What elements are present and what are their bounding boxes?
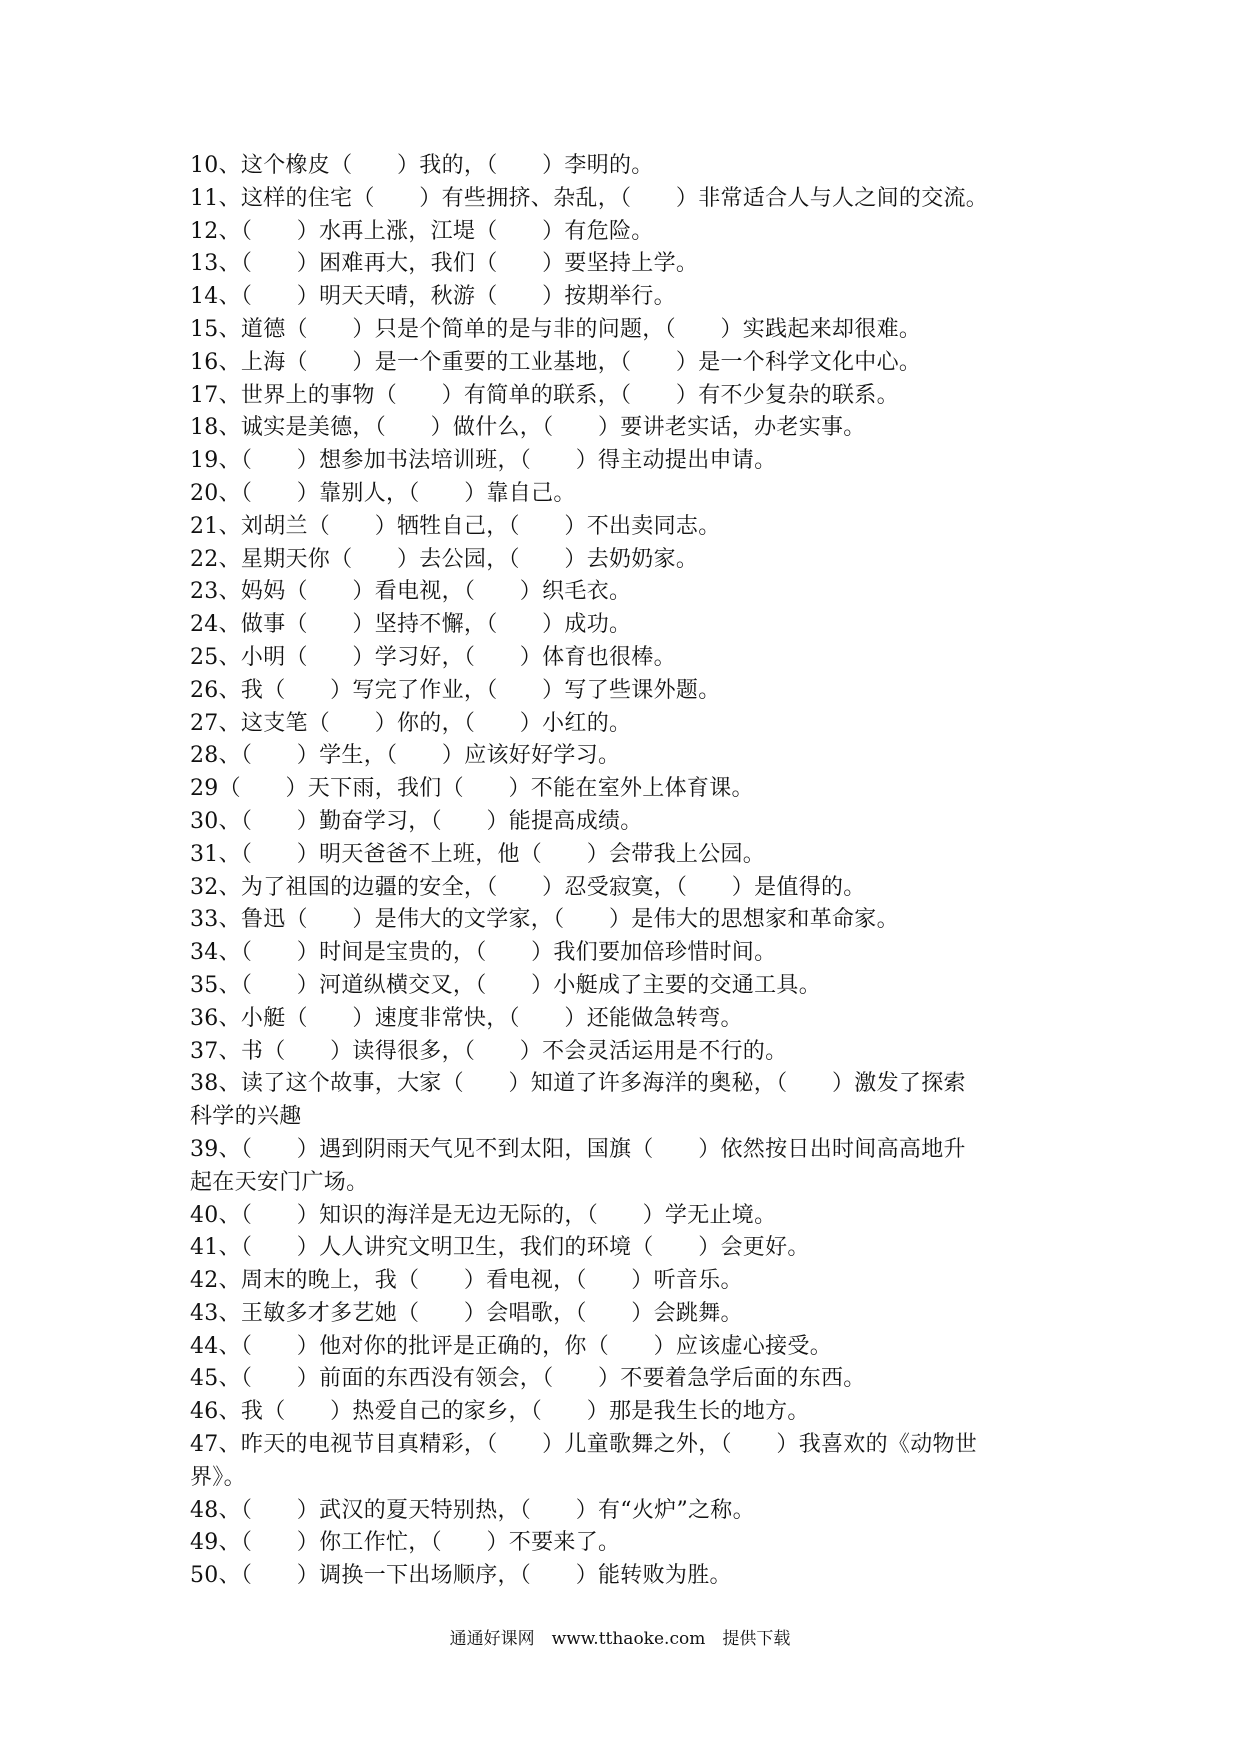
exercise-line-continuation: 科学的兴趣 bbox=[190, 1104, 302, 1130]
exercise-line: 39、（ ）遇到阴雨天气见不到太阳，国旗（ ）依然按日出时间高高地升 bbox=[190, 1136, 966, 1162]
exercise-line: 28、（ ）学生，（ ）应该好好学习。 bbox=[190, 743, 621, 769]
exercise-line: 19、（ ）想参加书法培训班，（ ）得主动提出申请。 bbox=[190, 448, 777, 474]
exercise-line: 16、上海（ ）是一个重要的工业基地，（ ）是一个科学文化中心。 bbox=[190, 349, 922, 375]
exercise-line: 31、（ ）明天爸爸不上班，他（ ）会带我上公园。 bbox=[190, 841, 766, 867]
exercise-line: 26、我（ ）写完了作业，（ ）写了些课外题。 bbox=[190, 677, 721, 703]
exercise-line: 44、（ ）他对你的批评是正确的，你（ ）应该虚心接受。 bbox=[190, 1333, 832, 1359]
exercise-line: 38、读了这个故事，大家（ ）知道了许多海洋的奥秘，（ ）激发了探索 bbox=[190, 1071, 966, 1097]
exercise-line: 34、（ ）时间是宝贵的，（ ）我们要加倍珍惜时间。 bbox=[190, 940, 777, 966]
exercise-line: 45、（ ）前面的东西没有领会，（ ）不要着急学后面的东西。 bbox=[190, 1366, 866, 1392]
exercise-line: 20、（ ）靠别人，（ ）靠自己。 bbox=[190, 480, 576, 506]
exercise-line: 41、（ ）人人讲究文明卫生，我们的环境（ ）会更好。 bbox=[190, 1235, 810, 1261]
exercise-line: 30、（ ）勤奋学习，（ ）能提高成绩。 bbox=[190, 808, 643, 834]
exercise-line: 50、（ ）调换一下出场顺序，（ ）能转败为胜。 bbox=[190, 1563, 732, 1589]
exercise-line: 36、小艇（ ）速度非常快，（ ）还能做急转弯。 bbox=[190, 1005, 743, 1031]
exercise-line: 33、鲁迅（ ）是伟大的文学家，（ ）是伟大的思想家和革命家。 bbox=[190, 907, 899, 933]
exercise-line: 22、星期天你（ ）去公园，（ ）去奶奶家。 bbox=[190, 546, 699, 572]
exercise-line: 17、世界上的事物（ ）有简单的联系，（ ）有不少复杂的联系。 bbox=[190, 382, 899, 408]
exercise-line: 23、妈妈（ ）看电视，（ ）织毛衣。 bbox=[190, 579, 632, 605]
exercise-line: 24、做事（ ）坚持不懈，（ ）成功。 bbox=[190, 612, 632, 638]
exercise-line: 12、（ ）水再上涨，江堤（ ）有危险。 bbox=[190, 218, 654, 244]
exercise-line-continuation: 起在天安门广场。 bbox=[190, 1169, 369, 1195]
exercise-line: 49、（ ）你工作忙，（ ）不要来了。 bbox=[190, 1530, 621, 1556]
exercise-line: 40、（ ）知识的海洋是无边无际的，（ ）学无止境。 bbox=[190, 1202, 777, 1228]
exercise-line: 15、道德（ ）只是个简单的是与非的问题，（ ）实践起来却很难。 bbox=[190, 316, 922, 342]
exercise-line: 48、（ ）武汉的夏天特别热，（ ）有“火炉”之称。 bbox=[190, 1497, 755, 1523]
exercise-line: 18、诚实是美德，（ ）做什么，（ ）要讲老实话，办老实事。 bbox=[190, 415, 866, 441]
exercise-line: 35、（ ）河道纵横交叉，（ ）小艇成了主要的交通工具。 bbox=[190, 972, 821, 998]
exercise-line: 37、书（ ）读得很多，（ ）不会灵活运用是不行的。 bbox=[190, 1038, 788, 1064]
exercise-line: 43、王敏多才多艺她（ ）会唱歌，（ ）会跳舞。 bbox=[190, 1300, 743, 1326]
exercise-line: 10、这个橡皮（ ）我的，（ ）李明的。 bbox=[190, 153, 654, 178]
exercise-line: 32、为了祖国的边疆的安全，（ ）忍受寂寞，（ ）是值得的。 bbox=[190, 874, 866, 900]
exercise-line: 46、我（ ）热爱自己的家乡，（ ）那是我生长的地方。 bbox=[190, 1399, 810, 1425]
exercise-line: 47、昨天的电视节目真精彩，（ ）儿童歌舞之外，（ ）我喜欢的《动物世 bbox=[190, 1432, 978, 1458]
exercise-line: 27、这支笔（ ）你的，（ ）小红的。 bbox=[190, 710, 632, 736]
exercise-line: 21、刘胡兰（ ）牺牲自己，（ ）不出卖同志。 bbox=[190, 513, 721, 539]
exercise-line-continuation: 界》。 bbox=[190, 1464, 246, 1490]
exercise-line: 29（ ）天下雨，我们（ ）不能在室外上体育课。 bbox=[190, 776, 754, 802]
exercise-line: 14、（ ）明天天晴，秋游（ ）按期举行。 bbox=[190, 284, 676, 310]
footer-credit: 通通好课网 www.tthaoke.com 提供下载 bbox=[449, 1629, 791, 1649]
exercise-line: 11、这样的住宅（ ）有些拥挤、杂乱，（ ）非常适合人与人之间的交流。 bbox=[190, 185, 989, 211]
exercise-line: 13、（ ）困难再大，我们（ ）要坚持上学。 bbox=[190, 251, 699, 277]
exercise-list bbox=[190, 150, 1070, 1593]
exercise-line: 25、小明（ ）学习好，（ ）体育也很棒。 bbox=[190, 644, 676, 670]
exercise-line: 42、周末的晚上，我（ ）看电视，（ ）听音乐。 bbox=[190, 1268, 743, 1294]
